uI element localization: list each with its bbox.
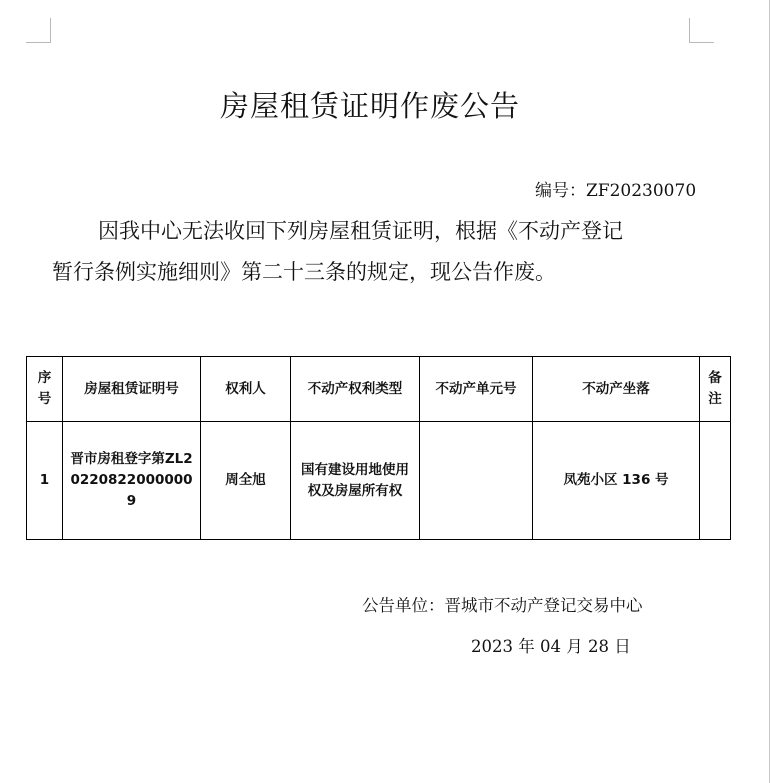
- notice-paragraph-line-2: 暂行条例实施细则》第二十三条的规定，现公告作废。: [52, 260, 556, 284]
- cell-location: 凤苑小区 136 号: [533, 422, 700, 540]
- cell-remark: [700, 422, 731, 540]
- header-location: 不动产坐落: [533, 357, 700, 422]
- document-number: 编号：ZF20230070: [535, 181, 697, 201]
- header-holder: 权利人: [201, 357, 291, 422]
- table-row: [27, 422, 731, 540]
- cell-unit-no: [420, 422, 533, 540]
- header-unit-no: 不动产单元号: [420, 357, 533, 422]
- cell-right-type: 国有建设用地使用权及房屋所有权: [291, 422, 420, 540]
- issue-date: 2023 年 04 月 28 日: [471, 637, 631, 656]
- header-cert-no: 房屋租赁证明号: [63, 357, 201, 422]
- notice-paragraph-line-1: 因我中心无法收回下列房屋租赁证明，根据《不动产登记: [98, 219, 623, 243]
- issuing-unit: 公告单位：晋城市不动产登记交易中心: [362, 596, 643, 615]
- header-remark: 备注: [700, 357, 731, 422]
- crop-mark-top-left: [26, 18, 51, 43]
- cell-seq: 1: [27, 422, 63, 540]
- header-seq: 序号: [27, 357, 63, 422]
- cell-cert-no: 晋市房租登字第ZL202208220000009: [63, 422, 201, 540]
- header-right-type: 不动产权利类型: [291, 357, 420, 422]
- notice-title: 房屋租赁证明作废公告: [219, 89, 520, 123]
- table-header-row: [27, 357, 731, 422]
- cell-holder: 周全旭: [201, 422, 291, 540]
- certificate-table: [26, 356, 731, 540]
- crop-mark-top-right: [689, 18, 714, 43]
